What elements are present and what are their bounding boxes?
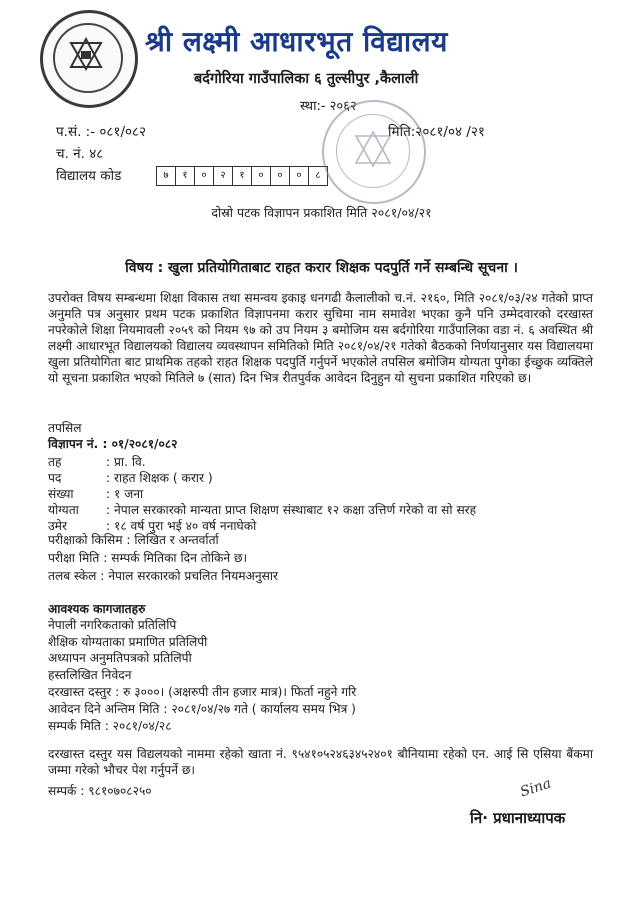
detail-value: : १ जना [106,487,144,501]
signatory-title: नि· प्रधानाध्यापक [470,809,566,827]
publication-date-line: दोस्रो पटक विज्ञापन प्रकाशित मिति २०८१/०४/२१ [211,205,432,220]
application-deadline: आवेदन दिने अन्तिम मिति : २०८१/०४/२७ गते ( कार्यालय समय भित्र ) [48,702,356,716]
office-stamp [322,100,426,204]
school-code-digit: १ [233,167,252,185]
detail-value: : राहत शिक्षक ( करार ) [106,471,213,485]
chalani-number: च. नं. ४८ [56,146,104,162]
detail-value: : प्रा. वि. [106,455,146,469]
advert-number: विज्ञापन नं. : ०१/२०८१/०८२ [48,437,178,451]
document-item: हस्तलिखित निवेदन [48,667,132,682]
school-address: बर्दगोरिया गाउँपालिका ६ तुल्सीपुर ,कैलाली [194,71,419,87]
exam-date: परीक्षा मिति : सम्पर्क मितिका दिन तोकिने छ। [48,551,248,565]
detail-row [48,454,146,470]
school-code-digit: ० [290,167,309,185]
school-code-digit: ० [271,167,290,185]
school-code-digit: ७ [157,167,176,185]
stamp-star-icon [354,130,392,168]
school-code-digit: ० [195,167,214,185]
detail-label: योग्यता [48,503,79,517]
detail-row [48,502,476,518]
detail-value: : नेपाल सरकारको मान्यता प्राप्त शिक्षण संस्थाबाट १२ कक्षा उत्तिर्ण गरेको वा सो सरह [106,503,477,517]
school-code-digit: १ [176,167,195,185]
detail-label: पद [48,471,62,485]
letter-date: मिति:२०८१/०४ /२१ [388,124,485,140]
detail-row [48,470,213,486]
school-code-digit: २ [214,167,233,185]
detail-label: उमेर [48,519,67,533]
school-code-boxes [156,166,328,186]
application-fee: दरखास्त दस्तुर : रु ३०००। (अक्षरुपी तीन हजार मात्र)। फिर्ता नहुने गरि [48,685,357,699]
detail-value: : १८ वर्ष पुरा भई ४० वर्ष ननाघेको [106,519,257,533]
contact-number: सम्पर्क : ९८१०७०८२५० [48,784,152,798]
notice-title: विषय : खुला प्रतियोगिताबाट राहत करार शिक्षक पदपुर्ति गर्ने सम्बन्धि सूचना । [125,260,518,276]
payment-note: दरखास्त दस्तुर यस विद्यलयको नाममा रहेको खाता नं. ९५४१०५२४६३४५२४०१ बौनियामा रहेको एन. आई सि एसिया बैंकमा जम्मा गरेको भौचर पेश गर्नुपर्ने छ। [48,747,593,777]
established-year: स्था:- २०६२ [300,99,357,114]
document-item: नेपाली नगरिकताको प्रतिलिपि [48,618,177,632]
school-code-digit: ८ [315,170,321,181]
detail-label: संख्या [48,487,74,501]
detail-label: तह [48,455,62,469]
school-emblem [40,10,138,108]
school-name: श्री लक्ष्मी आधारभूत विद्यालय [145,25,448,58]
documents-heading: आवश्यक कागजातहरु [48,602,146,616]
exam-type: परीक्षाको किसिम : लिखित र अन्तर्वार्ता [48,533,219,547]
details-heading: तपसिल [48,421,82,435]
signature: Sina [518,775,554,801]
star-emblem-icon [69,37,103,71]
notice-body: उपरोक्त विषय सम्बन्धमा शिक्षा विकास तथा समन्वय इकाइ धनगढी कैलालीको च.नं. २१६०, मिति २०८१/०३/२४ गतेको प्राप्त अनुमति पत्र अनुसार प्रथम पटक प्रकाशित विज्ञापनमा करार सुचिमा नाम समावेश भएका कुनै पनि उम्मेदवारको दरखास्त नपरेकोले शिक्षा नियमावली २०५९ को नियम ९७ को उप नियम ३ बमोजिम यस बर्दगोरिया गाउँपालिका वडा नं. ६ अवस्थित श्री लक्ष्मी आधारभूत विद्यालयको विद्यालय व्यवस्थापन समितिको मिति २०८१/०४/२१ गतेको बैठकको निर्णयानुसार यस विद्यालयमा खुला प्रतियोगिता बाट प्राथमिक तहको राहत शिक्षक पदपुर्ति गर्नुपर्ने भएकोले तपसिल बमोजिम योग्यता पुगेका ईच्छुक व्यक्तिले यो सूचना प्रकाशित भएको मितिले ७ (सात) दिन भित्र रीतपुर्वक आवेदन दिनुहुन यो सुचना प्रकाशित गरिएको छ। [48,291,593,385]
school-code-digit: ० [252,167,271,185]
school-code-label: विद्यालय कोड [56,168,122,184]
detail-row [48,486,143,502]
contact-date: सम्पर्क मिति : २०८१/०४/२८ [48,719,172,733]
document-item: शैक्षिक योग्यताका प्रमाणित प्रतिलिपी [48,634,208,649]
document-item: अध्यापन अनुमतिपत्रको प्रतिलिपी [48,651,192,665]
patra-sankhya: प.सं. :- ०८१/०८२ [56,124,147,140]
salary-scale: तलब स्केल : नेपाल सरकारको प्रचलित नियमअनुसार [48,569,279,583]
